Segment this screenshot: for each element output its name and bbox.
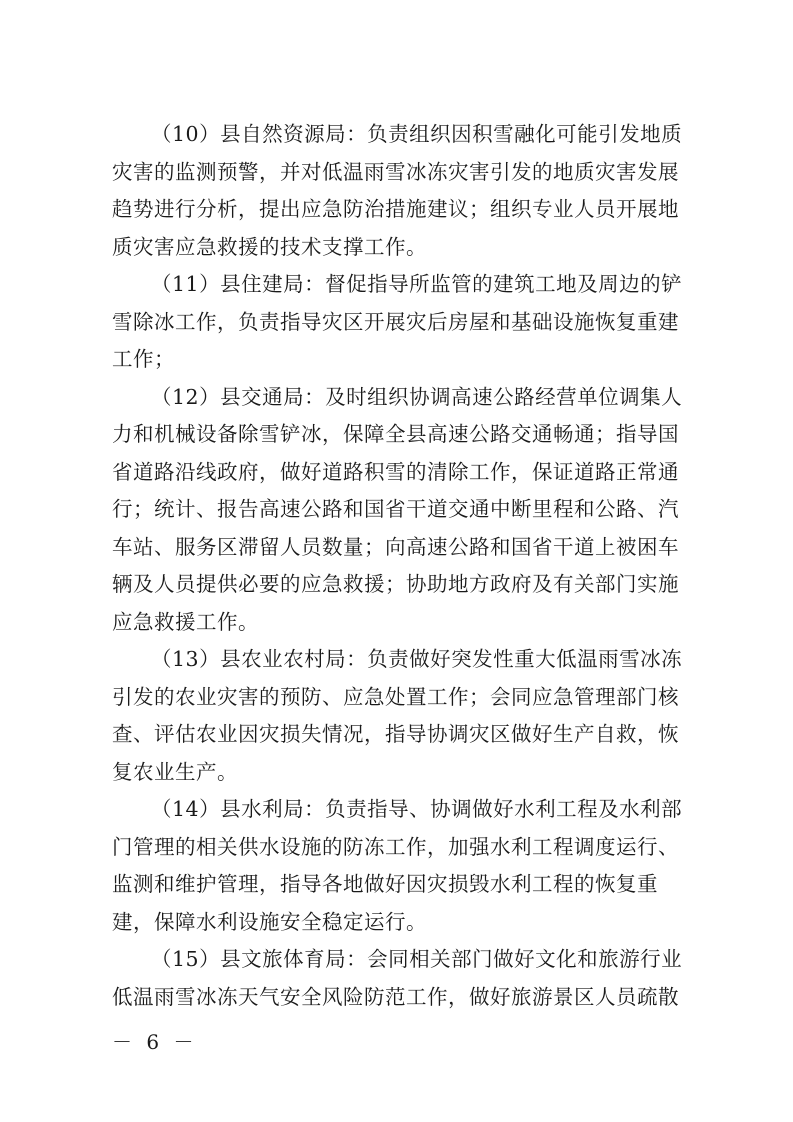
paragraph-culture-tourism-sports-bureau [112, 941, 687, 1016]
text-line: （10）县自然资源局：负责组织因积雪融化可能引发地质 [151, 122, 683, 146]
text-line: 引发的农业灾害的预防、应急处置工作；会同应急管理部门核 [112, 684, 679, 709]
text-line: 质灾害应急救援的技术支撑工作。 [112, 234, 427, 259]
paragraph-natural-resources-bureau [112, 116, 687, 266]
text-line: （15）县文旅体育局：会同相关部门做好文化和旅游行业 [151, 947, 683, 971]
text-line: 趋势进行分析，提出应急防治措施建议；组织专业人员开展地 [112, 197, 679, 221]
text-line: 雪除冰工作，负责指导灾区开展灾后房屋和基础设施恢复重建 [112, 309, 679, 334]
text-line: 辆及人员提供必要的应急救援；协助地方政府及有关部门实施 [112, 572, 679, 596]
text-line: 灾害的监测预警，并对低温雨雪冰冻灾害引发的地质灾害发展 [112, 159, 679, 184]
text-line: 应急救援工作。 [112, 609, 259, 634]
text-line: 力和机械设备除雪铲冰，保障全县高速公路交通畅通；指导国 [112, 422, 679, 446]
text-line: 低温雨雪冰冻天气安全风险防范工作，做好旅游景区人员疏散 [112, 984, 679, 1009]
paragraph-water-resources-bureau [112, 791, 687, 941]
text-line: 工作； [112, 347, 175, 371]
text-line: （14）县水利局：负责指导、协调做好水利工程及水利部 [151, 797, 683, 821]
text-line: 查、评估农业因灾损失情况，指导协调灾区做好生产自救，恢 [112, 722, 679, 746]
text-line: （13）县农业农村局：负责做好突发性重大低温雨雪冰冻 [151, 647, 683, 671]
text-line: 行；统计、报告高速公路和国省干道交通中断里程和公路、汽 [112, 497, 679, 521]
paragraph-transport-bureau [112, 379, 687, 642]
text-line: 建，保障水利设施安全稳定运行。 [112, 909, 427, 934]
text-line: 省道路沿线政府，做好道路积雪的清除工作，保证道路正常通 [112, 459, 679, 484]
text-line: 门管理的相关供水设施的防冻工作，加强水利工程调度运行、 [112, 834, 679, 859]
page-number: － 6 － [112, 1030, 198, 1054]
text-line: 复农业生产。 [112, 759, 238, 784]
paragraph-housing-construction-bureau [112, 266, 687, 379]
paragraph-agriculture-rural-bureau [112, 641, 687, 791]
text-line: 车站、服务区滞留人员数量；向高速公路和国省干道上被困车 [112, 534, 679, 559]
document-body [112, 116, 687, 1016]
text-line: 监测和维护管理，指导各地做好因灾损毁水利工程的恢复重 [112, 872, 658, 896]
text-line: （11）县住建局：督促指导所监管的建筑工地及周边的铲 [151, 272, 683, 296]
text-line: （12）县交通局：及时组织协调高速公路经营单位调集人 [151, 384, 683, 409]
